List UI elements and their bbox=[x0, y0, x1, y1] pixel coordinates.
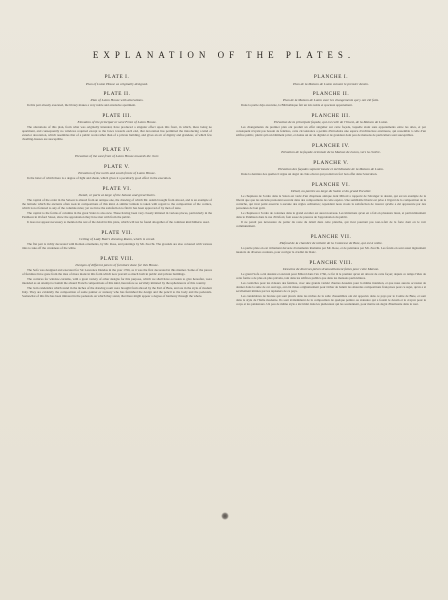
plate-caption: Elévation des façades septentrionale et méridionale de la Maison de Luton. bbox=[278, 167, 384, 172]
plate-section bbox=[236, 91, 426, 108]
plate-section bbox=[22, 91, 212, 108]
plate-section bbox=[22, 74, 212, 86]
plate-caption: Desseins de diverses pièces d'ameublement faites pour cette Maison. bbox=[282, 267, 380, 272]
plate-paragraph: The flat part is richly decorated with Roman ornaments, by Mr. Rose, and paintings by Mr. Zucchi. The grounds are also coloured with various tints to take off the crudeness of the white. bbox=[22, 241, 212, 250]
plate-paragraph: The Sofa was designed and executed for Sir Lawrence Dundas in the year 1766, as it was the first decorated in this manner. Some of the pieces of furniture have gone from the idea of more made in this form which now prevail so much both in public and private buildings. bbox=[22, 267, 212, 276]
plate-label: PLATE VI. bbox=[102, 185, 132, 192]
plate-paragraph: The capital to the forms of columns in the great Stairs is also new. These having been very closely imitated in various places, particularly in the Pantheon in Oxford Street, show the approbation they have met with from the public. bbox=[22, 210, 212, 219]
plate-label: PLANCHE III. bbox=[311, 112, 351, 119]
plate-paragraph: Les corniches pour les rideaux des fenêtres, avec une grande variété d'autres desseins pour la même intention, et que nous aurons occasion de donner dans la suite de cet ouvrage, ont été mises originairement pour tâcher de bannir les absurdes compositions françoises pour ce sujet, qu'on a si servilement imitées par les tapissiers de ce pays. bbox=[236, 280, 426, 293]
plate-caption: Détail, ou parties au large du Salon et du grand Escalier. bbox=[290, 189, 372, 194]
plate-caption: Designs of different pieces of furniture done for this House. bbox=[75, 263, 159, 268]
plate-paragraph: It does not appear necessary to mention the rest of the detail in this plate, which will not be found altogether of the common kind hitherto used. bbox=[27, 219, 210, 224]
plate-section bbox=[22, 230, 212, 251]
plate-paragraph: Le chapiteau de l'ordre dans le Salon est varié d'un chapiteau antique dont Milord a rapporté de l'étranger le dessin, qui est un exemple de la liberté que que les anciens prenoient souvent dans des compositions de cette espèce. Une semblable liberté est prise à l'égard de la composition de la corniche, qui n'est point asservie à aucune des règles ordinaires; cependant nous avons la satisfaction de trouver qu'elle a été approuvée par des personnes de bon goût. bbox=[236, 193, 426, 210]
plate-paragraph: Dans la dernière des quelles il règne un degré de clair-obscur qui produit un fort bon effet dans l'exécution. bbox=[241, 171, 378, 176]
plate-section bbox=[236, 74, 426, 86]
plate-paragraph: In this part already executed, the library makes a very noble and extensive apartment. bbox=[27, 102, 136, 107]
plate-caption: Elevation of the principal or west Front of Luton House. bbox=[77, 120, 157, 125]
plate-label: PLATE VII. bbox=[101, 229, 133, 236]
page-title: EXPLANATION OF THE PLATES. bbox=[92, 50, 356, 60]
plate-paragraph: The capital of the order in the Saloon is altered from an antique one, the drawing of which Mr. Adam brought from abroad, and is an example of the latitude which the ancients often took in compositions of this kind. A similar latitude is taken with regard to the composition of the cornice, which is not fettered to any of the columns rules; yet we have the satisfaction to find it has been approved of by men of taste. bbox=[22, 197, 212, 210]
plate-section bbox=[22, 147, 212, 159]
plate-paragraph: In the latter of which there is a degree of light and shade, which gives it a peculiarly good effect in the execution. bbox=[27, 175, 172, 180]
plate-paragraph: Le grand Sofa a été dessiné et exécuté pour Milord dans l'an 1766, ce fut là le premier qu'on ait décoré de cette façon; depuis ce temps l'idée de cette forme a de plus en plus prévalu, tant dans les édifices publics que dans les maisons particulières. bbox=[236, 271, 426, 280]
library-stamp-icon bbox=[221, 512, 229, 520]
plate-section bbox=[236, 234, 426, 255]
plate-caption: Elevation of the east front of Luton House towards the river. bbox=[74, 154, 160, 159]
plate-label: PLANCHE VIII. bbox=[309, 259, 353, 266]
two-column-layout bbox=[22, 74, 426, 312]
plate-caption: Plan de la Maison de Luton avec les changements qui y ont été faits. bbox=[282, 98, 380, 103]
plate-paragraph: The cornices for window-curtains, with a great variety of other designs for this purpose, which we shall have occasion to give hereafter, were intended as an attempt to banish the absurd French compositions of this kind, heretofore so servilely imitated by the upholsterers of this country. bbox=[22, 276, 212, 285]
plate-section bbox=[22, 113, 212, 142]
plate-paragraph: La partie plate en est richement décorée d'ornements Romains par Mr. Rose, et de peintures par Mr. Zucchi. Les fonds en sont aussi légèrement nuancés de diverses couleurs, pour corriger la crudité du blanc. bbox=[236, 245, 426, 254]
plate-label: PLATE III. bbox=[102, 112, 132, 119]
plate-section bbox=[236, 160, 426, 177]
plate-caption: Plan de la Maison de Luton suivant le premier dessin. bbox=[293, 81, 369, 86]
plate-paragraph: Les changements du premier plan ont produit un effet singulier sur cette façade, laquelle étant sans appartements entre les ailes, et par conséquent n'ayant pas besoin de fenêtres, cette circonstance a permis d'introduire une espèce d'architecture extérieure, qui ressemble à celle d'un édifice public, plutôt qu'à un bâtiment privé, et donne un air de dignité et de grandeur dont peu de maisons de particuliers sont susceptibles. bbox=[236, 125, 426, 137]
plate-paragraph: Le chapiteau à l'ordre de colonnes dans le grand escalier est aussi nouveau. Les imitations qu'on en a fait en plusieurs lieux, et particulièrement dans le Panthéon dans la rue d'Oxford, font assez de preuves de l'approbation du public. bbox=[236, 210, 426, 219]
plate-caption: Plan of Luton House as originally designed. bbox=[86, 81, 148, 86]
plate-caption: Elévation de la principale façade, qui est celle de l'Ouest, de la Maison de Luton. bbox=[273, 120, 389, 125]
plate-label: PLANCHE IV. bbox=[312, 142, 350, 149]
plate-label: PLANCHE II. bbox=[312, 90, 350, 97]
plate-section bbox=[236, 143, 426, 155]
plate-section bbox=[22, 256, 212, 299]
french-column bbox=[236, 74, 426, 312]
plate-section bbox=[22, 186, 212, 225]
plate-paragraph: Dans la partie déja executée, la Bibliothéque fait un très noble et spacieux appartement. bbox=[241, 102, 353, 107]
plate-section bbox=[236, 260, 426, 307]
plate-paragraph: The alterations of this plan, from what was originally intended, have produced a singular effect upon this front, in which, there being no apartment, and consequently no windows required except to the bows towards each end, that decoration has permitted the introducing a kind of exterior decoration, which resembles that of a public work rather than of a private building, and gives an air of dignity and grandeur, of which few dwelling-houses are susceptible. bbox=[22, 125, 212, 141]
plate-label: PLATE V. bbox=[104, 163, 130, 170]
plate-section bbox=[236, 182, 426, 229]
english-column bbox=[22, 74, 212, 312]
plate-paragraph: Les candelabres de bronze qui sont placés dans les niches de la salle d'assemblée ont été apportés dans ce pays par le Comte de Bute, et sont dans le style de l'Italie moderne. Ils sont évidemment de la composition de quelque peintre ou statuaire qui a fourni le dessin et le crayon pour le corps et les piédestaux. Un peu de même style a été imité dans les piédestaux qui les soutiennent, pour mettre un degré d'harmonie dans le tout. bbox=[236, 293, 426, 306]
plate-section bbox=[236, 113, 426, 138]
plate-label: PLATE VIII. bbox=[100, 255, 134, 262]
plate-caption: Plafond de la chambre de toilette de la Comtesse de Bute, qui est à voûte. bbox=[279, 241, 383, 246]
plate-caption: Elevation of the north and south fronts of Luton House. bbox=[78, 171, 156, 176]
plate-label: PLATE IV. bbox=[102, 146, 132, 153]
plate-caption: Elévation de la façade orientale de la Maison de Luton, vers la rivière. bbox=[281, 150, 381, 155]
plate-caption: Detail, or parts at large of the Saloon and great Stairs. bbox=[78, 193, 156, 198]
plate-paragraph: Il ne paroît pas nécessaire de parler du reste du détail dans cette planche, qui n'est pourtant pas tout-à-fait de la forte dont on le voit communément. bbox=[236, 219, 426, 228]
plate-label: PLATE II. bbox=[103, 90, 131, 97]
plate-label: PLANCHE VI. bbox=[311, 181, 351, 188]
plate-paragraph: The twin candelabra which stand in the niches of the drawing room were brought from abroad by the Earl of Bute, and are in the style of modern Italy. They are evidently the composition of some painter or statuary who has furnished the design and the pencil to the body and the pedestals. Somewhat of this file has been imitated in the pedestals on which they stand, that there might appear a degree of harmony through the whole. bbox=[22, 285, 212, 298]
plate-caption: Plan of Luton House with alterations. bbox=[90, 98, 144, 103]
plate-label: PLANCHE VII. bbox=[310, 233, 352, 240]
plate-section bbox=[22, 164, 212, 181]
plate-label: PLANCHE I. bbox=[313, 74, 349, 80]
plate-label: PLANCHE V. bbox=[313, 159, 349, 166]
plate-label: PLATE I. bbox=[104, 74, 130, 80]
plate-caption: Ceiling of Lady Bute's dressing Room, which is coved. bbox=[78, 237, 156, 242]
